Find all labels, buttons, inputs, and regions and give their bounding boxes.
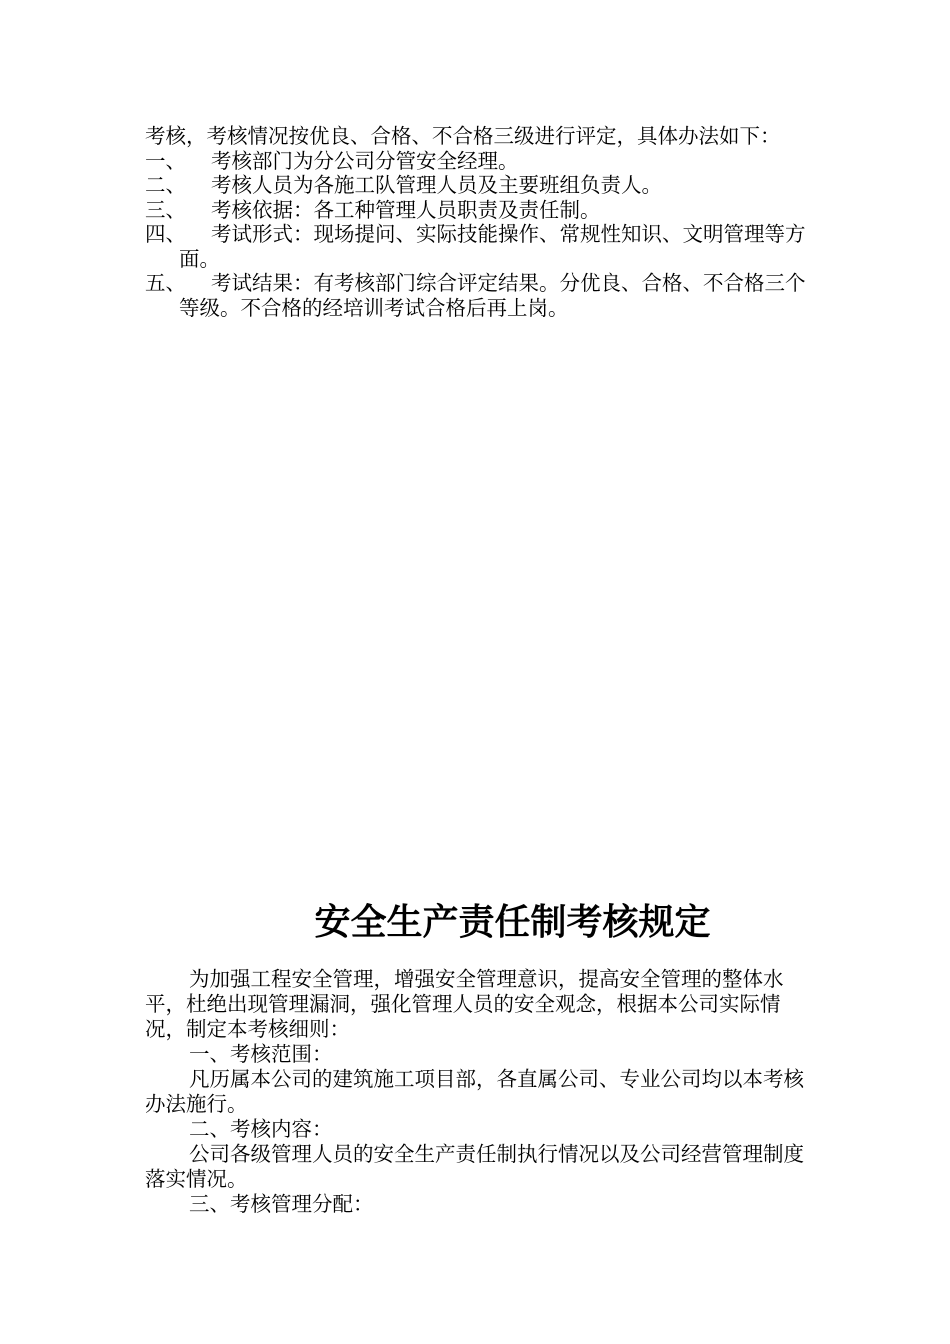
item-text: 考核依据：各工种管理人员职责及责任制。: [211, 197, 601, 222]
section-heading-content: 二、考核内容：: [189, 1117, 333, 1141]
item-text: 考试结果：有考核部门综合评定结果。分优良、合格、不合格三个等级。不合格的经培训考试合格后再上岗。: [179, 271, 806, 320]
intro-paragraph: 考核，考核情况按优良、合格、不合格三级进行评定，具体办法如下：: [145, 124, 781, 148]
section-heading-allocation: 三、考核管理分配：: [189, 1192, 374, 1216]
item-text: 考核人员为各施工队管理人员及主要班组负责人。: [211, 173, 662, 197]
item-number: 二、: [145, 173, 186, 197]
list-item-2: [145, 173, 810, 198]
item-text: 考试形式：现场提问、实际技能操作、常规性知识、文明管理等方面。: [179, 222, 806, 271]
item-number: 四、: [145, 222, 186, 246]
list-item-1: [145, 149, 810, 174]
content-paragraph: 公司各级管理人员的安全生产责任制执行情况以及公司经营管理制度落实情况。: [145, 1142, 804, 1191]
section-heading-scope: 一、考核范围：: [189, 1042, 333, 1066]
list-item-3: [145, 198, 810, 223]
list-item-4: [145, 222, 810, 271]
item-text: 考核部门为分公司分管安全经理。: [211, 148, 519, 173]
item-number: 五、: [145, 271, 186, 295]
regulation-body: [145, 967, 810, 1217]
preamble-paragraph: 为加强工程安全管理，增强安全管理意识，提高安全管理的整体水平，杜绝出现管理漏洞，强化管理人员的安全观念，根据本公司实际情况，制定本考核细则：: [145, 967, 784, 1041]
item-number: 一、: [145, 148, 186, 173]
assessment-method-section: [145, 124, 810, 320]
scope-paragraph: 凡历属本公司的建筑施工项目部，各直属公司、专业公司均以本考核办法施行。: [145, 1067, 804, 1116]
item-number: 三、: [145, 197, 186, 222]
document-title: 安全生产责任制考核规定: [314, 902, 711, 943]
list-item-5: [145, 271, 810, 320]
